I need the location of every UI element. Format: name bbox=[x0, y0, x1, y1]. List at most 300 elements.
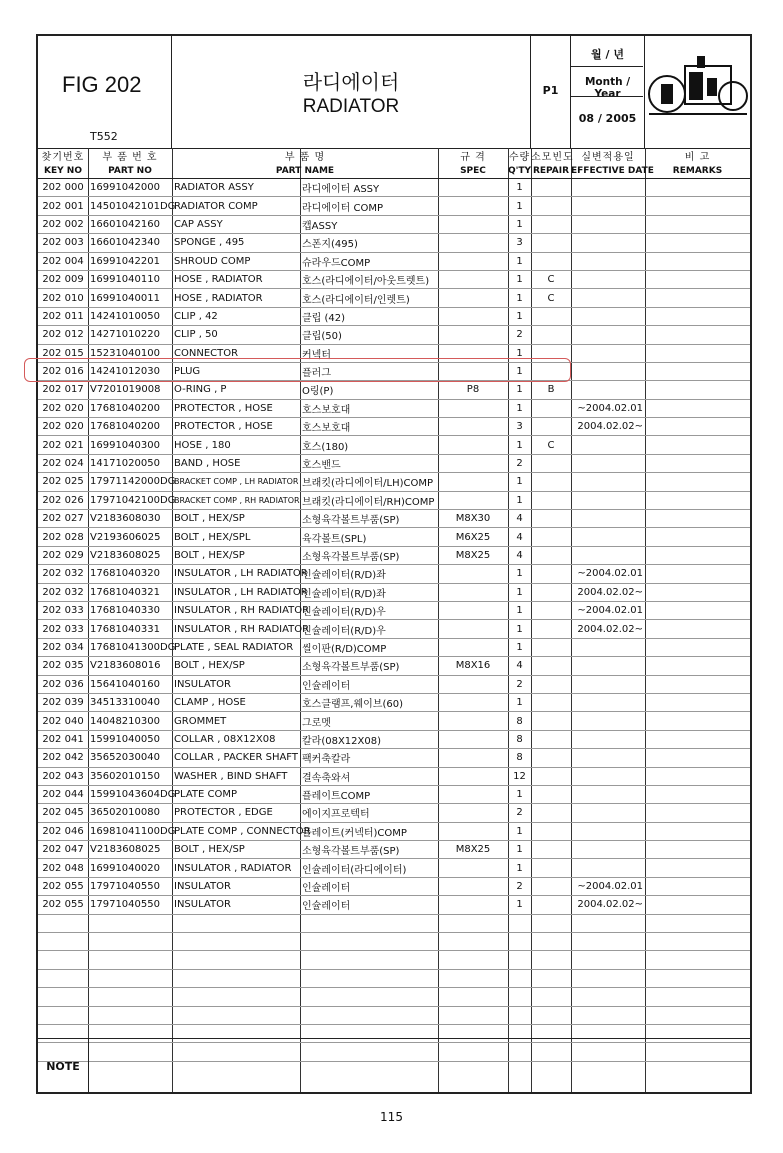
key-number: 027 bbox=[64, 513, 84, 525]
remarks bbox=[645, 473, 750, 491]
part-name-ko: 소형육각볼트부품(SP) bbox=[300, 657, 438, 675]
part-name-ko: 라디에이터 ASSY bbox=[300, 179, 438, 197]
quantity: 1 bbox=[508, 620, 531, 638]
fig-code: 202 bbox=[42, 862, 62, 874]
table-row bbox=[38, 473, 750, 491]
effective-date bbox=[571, 344, 645, 362]
key-number: 047 bbox=[64, 844, 84, 856]
effective-date bbox=[571, 528, 645, 546]
fig-code bbox=[38, 436, 88, 454]
part-name-ko: 인슐레이터(R/D)우 bbox=[300, 620, 438, 638]
part-number: 16991040020 bbox=[88, 859, 172, 877]
remarks bbox=[645, 804, 750, 822]
spec bbox=[438, 289, 508, 307]
fig-code bbox=[38, 749, 88, 767]
part-name-en: HOSE , 180 bbox=[172, 436, 300, 454]
key-number: 028 bbox=[64, 531, 84, 543]
spec: M8X16 bbox=[438, 657, 508, 675]
part-number: 16991040300 bbox=[88, 436, 172, 454]
fig-code: 202 bbox=[42, 715, 62, 727]
effective-date bbox=[571, 675, 645, 693]
remarks bbox=[645, 712, 750, 730]
effective-date bbox=[571, 270, 645, 288]
effective-date: 2004.02.02~ bbox=[571, 583, 645, 601]
fig-code bbox=[38, 693, 88, 711]
key-number: 041 bbox=[64, 733, 84, 745]
key-number: 011 bbox=[64, 310, 84, 322]
part-number: 17681040321 bbox=[88, 583, 172, 601]
repair-code bbox=[531, 804, 571, 822]
fig-code: 202 bbox=[42, 218, 62, 230]
repair-code bbox=[531, 234, 571, 252]
spec bbox=[438, 583, 508, 601]
part-name-ko: 에이지프로텍터 bbox=[300, 804, 438, 822]
empty-cell bbox=[172, 1006, 300, 1024]
fig-code: 202 bbox=[42, 660, 62, 672]
empty-cell bbox=[438, 933, 508, 951]
fig-code: 202 bbox=[42, 899, 62, 911]
key-number: 033 bbox=[64, 605, 84, 617]
effective-date bbox=[571, 454, 645, 472]
effective-date bbox=[571, 234, 645, 252]
fig-code bbox=[38, 473, 88, 491]
table-row bbox=[38, 896, 750, 914]
remarks bbox=[645, 197, 750, 215]
part-name-en: SHROUD COMP bbox=[172, 252, 300, 270]
part-number: 14241012030 bbox=[88, 362, 172, 380]
part-name-en: BRACKET COMP , RH RADIATOR bbox=[172, 491, 300, 509]
spec bbox=[438, 473, 508, 491]
part-name-ko: 소형육각볼트부품(SP) bbox=[300, 841, 438, 859]
table-row bbox=[38, 822, 750, 840]
key-number: 000 bbox=[64, 182, 84, 194]
remarks bbox=[645, 785, 750, 803]
fig-code bbox=[38, 197, 88, 215]
empty-cell bbox=[38, 1006, 88, 1024]
empty-cell bbox=[531, 933, 571, 951]
part-number: 15231040100 bbox=[88, 344, 172, 362]
effective-date bbox=[571, 215, 645, 233]
quantity: 1 bbox=[508, 399, 531, 417]
fig-code: 202 bbox=[42, 733, 62, 745]
fig-code bbox=[38, 179, 88, 197]
fig-code bbox=[38, 270, 88, 288]
empty-cell bbox=[531, 1006, 571, 1024]
table-row bbox=[38, 565, 750, 583]
fig-code: 202 bbox=[42, 770, 62, 782]
remarks bbox=[645, 454, 750, 472]
repair-code bbox=[531, 785, 571, 803]
quantity: 4 bbox=[508, 528, 531, 546]
quantity: 1 bbox=[508, 638, 531, 656]
repair-code: C bbox=[531, 289, 571, 307]
part-number: 15641040160 bbox=[88, 675, 172, 693]
remarks bbox=[645, 657, 750, 675]
part-number: 14241010050 bbox=[88, 307, 172, 325]
part-name-en: COLLAR , PACKER SHAFT bbox=[172, 749, 300, 767]
quantity: 1 bbox=[508, 197, 531, 215]
effective-date bbox=[571, 289, 645, 307]
quantity: 1 bbox=[508, 785, 531, 803]
key-number: 010 bbox=[64, 292, 84, 304]
header-row-korean bbox=[38, 148, 750, 163]
fig-code: 202 bbox=[42, 255, 62, 267]
effective-date: ~2004.02.01 bbox=[571, 565, 645, 583]
part-name-ko: 그로멧 bbox=[300, 712, 438, 730]
repair-code bbox=[531, 491, 571, 509]
col-remarks-ko: 비 고 bbox=[684, 152, 711, 163]
fig-code: 202 bbox=[42, 402, 62, 414]
fig-code bbox=[38, 215, 88, 233]
col-part-name: PART NAME bbox=[172, 163, 438, 179]
part-number: 16981041100DG bbox=[88, 822, 172, 840]
part-name-en: INSULATOR , RH RADIATOR bbox=[172, 620, 300, 638]
spec bbox=[438, 179, 508, 197]
spec: M6X25 bbox=[438, 528, 508, 546]
part-name-en: COLLAR , 08X12X08 bbox=[172, 730, 300, 748]
part-number: V7201019008 bbox=[88, 381, 172, 399]
spec bbox=[438, 270, 508, 288]
fig-code bbox=[38, 767, 88, 785]
remarks bbox=[645, 877, 750, 895]
quantity: 3 bbox=[508, 234, 531, 252]
fig-code bbox=[38, 804, 88, 822]
part-name-ko: 팩커축칼라 bbox=[300, 749, 438, 767]
repair-code bbox=[531, 307, 571, 325]
key-number: 048 bbox=[64, 862, 84, 874]
part-name-en: BRACKET COMP , LH RADIATOR bbox=[172, 473, 300, 491]
key-number: 033 bbox=[64, 623, 84, 635]
repair-code bbox=[531, 657, 571, 675]
fig-code: 202 bbox=[42, 531, 62, 543]
spec bbox=[438, 307, 508, 325]
quantity: 1 bbox=[508, 583, 531, 601]
table-row bbox=[38, 675, 750, 693]
key-number: 025 bbox=[64, 476, 84, 488]
part-number: V2193606025 bbox=[88, 528, 172, 546]
part-name-ko: 호스보호대 bbox=[300, 399, 438, 417]
empty-cell bbox=[38, 951, 88, 969]
remarks bbox=[645, 859, 750, 877]
part-name-en: BOLT , HEX/SP bbox=[172, 510, 300, 528]
remarks bbox=[645, 583, 750, 601]
key-number: 045 bbox=[64, 807, 84, 819]
remarks bbox=[645, 767, 750, 785]
fig-code bbox=[38, 528, 88, 546]
part-name-ko: O링(P) bbox=[300, 381, 438, 399]
repair-code bbox=[531, 749, 571, 767]
note-section bbox=[38, 1038, 750, 1093]
fig-code: 202 bbox=[42, 310, 62, 322]
part-number: 17971040550 bbox=[88, 877, 172, 895]
repair-code: C bbox=[531, 436, 571, 454]
table-row bbox=[38, 197, 750, 215]
part-name-en: HOSE , RADIATOR bbox=[172, 289, 300, 307]
part-name-en: CLAMP , HOSE bbox=[172, 693, 300, 711]
key-number: 026 bbox=[64, 494, 84, 506]
remarks bbox=[645, 841, 750, 859]
key-number: 004 bbox=[64, 255, 84, 267]
part-number: 16601042160 bbox=[88, 215, 172, 233]
empty-cell bbox=[88, 914, 172, 932]
fig-code: 202 bbox=[42, 494, 62, 506]
quantity: 1 bbox=[508, 859, 531, 877]
empty-cell bbox=[38, 914, 88, 932]
empty-cell bbox=[88, 988, 172, 1006]
part-name-ko: 플레이트(커넥터)COMP bbox=[300, 822, 438, 840]
key-number: 020 bbox=[64, 421, 84, 433]
spec bbox=[438, 399, 508, 417]
remarks bbox=[645, 289, 750, 307]
part-name-ko: 호스(라디에이터/인렛트) bbox=[300, 289, 438, 307]
effective-date bbox=[571, 307, 645, 325]
note-label: NOTE bbox=[38, 1039, 89, 1093]
col-part-no-ko: 부 품 번 호 bbox=[102, 152, 158, 163]
part-name-en: RADIATOR COMP bbox=[172, 197, 300, 215]
quantity: 4 bbox=[508, 657, 531, 675]
part-name-ko: 호스(180) bbox=[300, 436, 438, 454]
empty-cell bbox=[38, 988, 88, 1006]
header-row-english bbox=[38, 163, 750, 179]
part-name-ko: 인슐레이터 bbox=[300, 675, 438, 693]
table-row bbox=[38, 418, 750, 436]
part-name-en: WASHER , BIND SHAFT bbox=[172, 767, 300, 785]
empty-cell bbox=[531, 988, 571, 1006]
part-number: 15991040050 bbox=[88, 730, 172, 748]
effective-date bbox=[571, 546, 645, 564]
effective-date bbox=[571, 841, 645, 859]
fig-code: 202 bbox=[42, 292, 62, 304]
part-name-en: PROTECTOR , EDGE bbox=[172, 804, 300, 822]
fig-code: 202 bbox=[42, 476, 62, 488]
repair-code bbox=[531, 510, 571, 528]
spec bbox=[438, 620, 508, 638]
empty-cell bbox=[438, 988, 508, 1006]
key-number: 035 bbox=[64, 660, 84, 672]
effective-date bbox=[571, 252, 645, 270]
key-number: 034 bbox=[64, 641, 84, 653]
spec bbox=[438, 638, 508, 656]
table-row bbox=[38, 307, 750, 325]
fig-code: 202 bbox=[42, 825, 62, 837]
part-number: 17971040550 bbox=[88, 896, 172, 914]
key-number: 040 bbox=[64, 715, 84, 727]
table-row bbox=[38, 859, 750, 877]
effective-date bbox=[571, 381, 645, 399]
quantity: 1 bbox=[508, 491, 531, 509]
spec bbox=[438, 822, 508, 840]
fig-cell bbox=[38, 36, 172, 148]
fig-code bbox=[38, 601, 88, 619]
remarks bbox=[645, 252, 750, 270]
remarks bbox=[645, 215, 750, 233]
repair-code bbox=[531, 675, 571, 693]
remarks bbox=[645, 491, 750, 509]
empty-cell bbox=[300, 988, 438, 1006]
empty-cell bbox=[645, 914, 750, 932]
quantity: 4 bbox=[508, 510, 531, 528]
spec bbox=[438, 601, 508, 619]
empty-cell bbox=[571, 933, 645, 951]
part-number: 16991042201 bbox=[88, 252, 172, 270]
fig-code: 202 bbox=[42, 881, 62, 893]
part-name-ko: 인슐레이터(라디에이터) bbox=[300, 859, 438, 877]
part-number: 17971142000DG bbox=[88, 473, 172, 491]
part-number: 16991040110 bbox=[88, 270, 172, 288]
key-number: 032 bbox=[64, 568, 84, 580]
empty-cell bbox=[508, 951, 531, 969]
empty-cell bbox=[508, 1006, 531, 1024]
spec bbox=[438, 749, 508, 767]
part-name-ko: 클립 (42) bbox=[300, 307, 438, 325]
part-name-en: INSULATOR bbox=[172, 675, 300, 693]
col-key-no-ko: 찾기번호 bbox=[41, 152, 85, 163]
part-name-ko: 인슐레이터 bbox=[300, 877, 438, 895]
part-name-ko: 플레이트COMP bbox=[300, 785, 438, 803]
table-row bbox=[38, 546, 750, 564]
part-number: V2183608016 bbox=[88, 657, 172, 675]
effective-date bbox=[571, 326, 645, 344]
quantity: 1 bbox=[508, 307, 531, 325]
empty-cell bbox=[438, 951, 508, 969]
part-name-en: INSULATOR , LH RADIATOR bbox=[172, 583, 300, 601]
fig-code bbox=[38, 307, 88, 325]
empty-row bbox=[38, 933, 750, 951]
empty-cell bbox=[571, 1006, 645, 1024]
fig-code bbox=[38, 381, 88, 399]
fig-code: 202 bbox=[42, 678, 62, 690]
table-row bbox=[38, 326, 750, 344]
repair-code bbox=[531, 197, 571, 215]
repair-code bbox=[531, 767, 571, 785]
part-name-ko: 인슐레이터(R/D)좌 bbox=[300, 565, 438, 583]
fig-code bbox=[38, 252, 88, 270]
empty-cell bbox=[645, 988, 750, 1006]
repair-code bbox=[531, 693, 571, 711]
remarks bbox=[645, 675, 750, 693]
spec bbox=[438, 693, 508, 711]
remarks bbox=[645, 381, 750, 399]
col-key-no: KEY NO bbox=[38, 163, 88, 179]
empty-cell bbox=[571, 988, 645, 1006]
repair-code bbox=[531, 326, 571, 344]
fig-code bbox=[38, 620, 88, 638]
part-name-ko: 육각볼트(SPL) bbox=[300, 528, 438, 546]
fig-code bbox=[38, 859, 88, 877]
quantity: 2 bbox=[508, 675, 531, 693]
table-row bbox=[38, 767, 750, 785]
fig-code: 202 bbox=[42, 568, 62, 580]
spec bbox=[438, 197, 508, 215]
part-number: 17681040200 bbox=[88, 418, 172, 436]
repair-code bbox=[531, 730, 571, 748]
part-name-ko: 캡ASSY bbox=[300, 215, 438, 233]
spec bbox=[438, 730, 508, 748]
effective-date bbox=[571, 491, 645, 509]
key-number: 012 bbox=[64, 329, 84, 341]
fig-code: 202 bbox=[42, 458, 62, 470]
parts-body bbox=[38, 179, 750, 1062]
empty-cell bbox=[531, 951, 571, 969]
part-name-ko: 플러그 bbox=[300, 362, 438, 380]
part-number: 17681040320 bbox=[88, 565, 172, 583]
quantity: 3 bbox=[508, 418, 531, 436]
part-name-ko: 칼라(08X12X08) bbox=[300, 730, 438, 748]
fig-code: 202 bbox=[42, 329, 62, 341]
repair-code bbox=[531, 712, 571, 730]
remarks bbox=[645, 730, 750, 748]
col-spec: SPEC bbox=[438, 163, 508, 179]
table-row bbox=[38, 399, 750, 417]
fig-code bbox=[38, 822, 88, 840]
quantity: 1 bbox=[508, 565, 531, 583]
table-row bbox=[38, 234, 750, 252]
spec bbox=[438, 859, 508, 877]
spec bbox=[438, 877, 508, 895]
fig-code bbox=[38, 362, 88, 380]
remarks bbox=[645, 822, 750, 840]
parts-table bbox=[38, 148, 750, 1062]
page-label: P1 bbox=[542, 84, 559, 97]
fig-code bbox=[38, 289, 88, 307]
fig-code: 202 bbox=[42, 421, 62, 433]
fig-code bbox=[38, 675, 88, 693]
part-name-ko: 호스밴드 bbox=[300, 454, 438, 472]
repair-code bbox=[531, 601, 571, 619]
table-row bbox=[38, 638, 750, 656]
empty-cell bbox=[172, 914, 300, 932]
part-name-en: INSULATOR bbox=[172, 877, 300, 895]
part-name-ko: 호스보호대 bbox=[300, 418, 438, 436]
part-name-ko: 인슐레이터(R/D)우 bbox=[300, 601, 438, 619]
part-number: 35602010150 bbox=[88, 767, 172, 785]
page-number: 115 bbox=[380, 1110, 403, 1124]
effective-date bbox=[571, 822, 645, 840]
remarks bbox=[645, 362, 750, 380]
quantity: 2 bbox=[508, 877, 531, 895]
part-number: 17681040200 bbox=[88, 399, 172, 417]
spec bbox=[438, 418, 508, 436]
key-number: 046 bbox=[64, 825, 84, 837]
part-number: 17681040330 bbox=[88, 601, 172, 619]
effective-date bbox=[571, 730, 645, 748]
spec bbox=[438, 344, 508, 362]
empty-cell bbox=[172, 933, 300, 951]
fig-code bbox=[38, 454, 88, 472]
table-row bbox=[38, 583, 750, 601]
col-spec-ko: 규 격 bbox=[460, 152, 486, 163]
fig-code bbox=[38, 344, 88, 362]
part-name-en: INSULATOR bbox=[172, 896, 300, 914]
spec bbox=[438, 215, 508, 233]
part-name-ko: 커넥터 bbox=[300, 344, 438, 362]
quantity: 2 bbox=[508, 454, 531, 472]
remarks bbox=[645, 344, 750, 362]
effective-date bbox=[571, 859, 645, 877]
remarks bbox=[645, 546, 750, 564]
empty-cell bbox=[645, 969, 750, 987]
spec bbox=[438, 785, 508, 803]
month-year-korean: 월 / 년 bbox=[591, 48, 624, 61]
spec bbox=[438, 675, 508, 693]
empty-cell bbox=[38, 969, 88, 987]
table-row bbox=[38, 289, 750, 307]
effective-date: 2004.02.02~ bbox=[571, 418, 645, 436]
part-number: V2183608025 bbox=[88, 546, 172, 564]
key-number: 029 bbox=[64, 550, 84, 561]
fig-code bbox=[38, 510, 88, 528]
part-name-ko: 소형육각볼트부품(SP) bbox=[300, 546, 438, 564]
